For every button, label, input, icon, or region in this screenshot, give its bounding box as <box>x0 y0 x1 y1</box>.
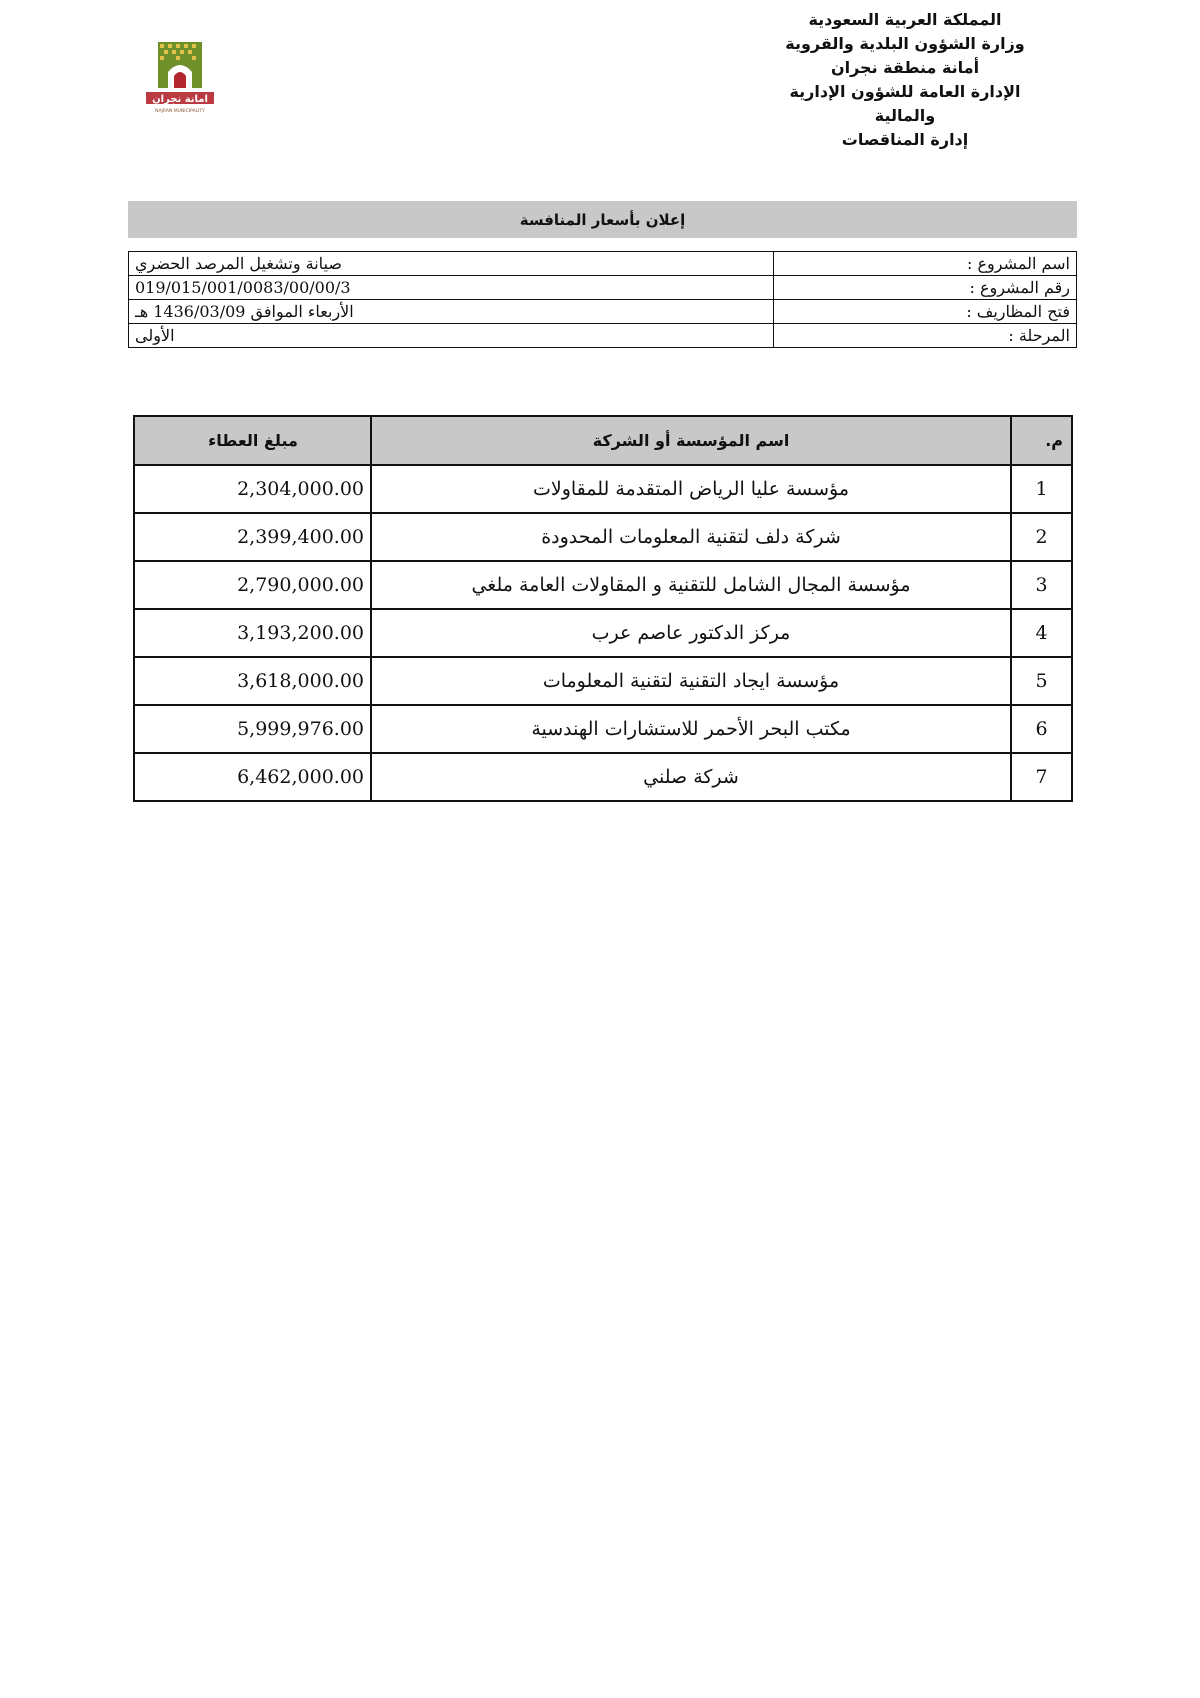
table-row <box>134 753 1072 801</box>
project-number-value: 019/015/001/0083/00/00/3 <box>135 278 351 297</box>
info-label: فتح المظاريف : <box>774 300 1077 324</box>
announcement-title: إعلان بأسعار المنافسة <box>519 210 686 229</box>
bid-amount: 2,790,000.00 <box>134 561 371 609</box>
company-name: مكتب البحر الأحمر للاستشارات الهندسية <box>371 705 1011 753</box>
bids-table <box>133 415 1073 802</box>
column-header-company: اسم المؤسسة أو الشركة <box>371 416 1011 465</box>
row-number: 3 <box>1011 561 1072 609</box>
letterhead-line: إدارة المناقصات <box>841 130 969 149</box>
bid-amount: 5,999,976.00 <box>134 705 371 753</box>
bid-amount: 2,399,400.00 <box>134 513 371 561</box>
company-name: شركة صلني <box>371 753 1011 801</box>
company-name: مؤسسة عليا الرياض المتقدمة للمقاولات <box>371 465 1011 513</box>
project-name-value: صيانة وتشغيل المرصد الحضري <box>135 254 342 273</box>
table-row <box>134 657 1072 705</box>
info-value <box>129 252 774 276</box>
letterhead <box>765 8 1045 152</box>
bid-amount: 6,462,000.00 <box>134 753 371 801</box>
envelope-opening-value: الأربعاء الموافق 1436/03/09 هـ <box>135 302 354 321</box>
row-number: 6 <box>1011 705 1072 753</box>
letterhead-line: المملكة العربية السعودية <box>808 10 1002 29</box>
table-row <box>134 609 1072 657</box>
info-label: اسم المشروع : <box>774 252 1077 276</box>
najran-municipality-logo <box>138 40 218 122</box>
letterhead-line: الإدارة العامة للشؤون الإدارية <box>789 82 1021 101</box>
company-name: مؤسسة المجال الشامل للتقنية و المقاولات العامة ملغي <box>371 561 1011 609</box>
info-value <box>129 276 774 300</box>
announcement-banner <box>128 201 1077 238</box>
info-label: رقم المشروع : <box>774 276 1077 300</box>
company-name: شركة دلف لتقنية المعلومات المحدودة <box>371 513 1011 561</box>
row-number: 1 <box>1011 465 1072 513</box>
bid-amount: 3,193,200.00 <box>134 609 371 657</box>
letterhead-line: أمانة منطقة نجران <box>830 58 980 77</box>
project-info-table <box>128 251 1077 348</box>
info-row <box>129 276 1077 300</box>
info-row <box>129 324 1077 348</box>
info-row <box>129 300 1077 324</box>
column-header-number: م. <box>1011 416 1072 465</box>
row-number: 4 <box>1011 609 1072 657</box>
info-value <box>129 324 774 348</box>
bid-amount: 3,618,000.00 <box>134 657 371 705</box>
bid-amount: 2,304,000.00 <box>134 465 371 513</box>
logo-text: امانة نجران <box>152 94 208 105</box>
row-number: 7 <box>1011 753 1072 801</box>
info-label: المرحلة : <box>774 324 1077 348</box>
table-row <box>134 561 1072 609</box>
bids-header-row <box>134 416 1072 465</box>
stage-value: الأولى <box>135 326 175 345</box>
letterhead-line: والمالية <box>874 106 936 125</box>
logo-subtext: NAJRAN MUNICIPALITY <box>155 109 205 114</box>
column-header-amount: مبلغ العطاء <box>134 416 371 465</box>
company-name: مؤسسة ايجاد التقنية لتقنية المعلومات <box>371 657 1011 705</box>
table-row <box>134 465 1072 513</box>
letterhead-line: وزارة الشؤون البلدية والقروية <box>785 34 1025 53</box>
table-row <box>134 705 1072 753</box>
row-number: 2 <box>1011 513 1072 561</box>
table-row <box>134 513 1072 561</box>
company-name: مركز الدكتور عاصم عرب <box>371 609 1011 657</box>
info-row <box>129 252 1077 276</box>
info-value <box>129 300 774 324</box>
row-number: 5 <box>1011 657 1072 705</box>
